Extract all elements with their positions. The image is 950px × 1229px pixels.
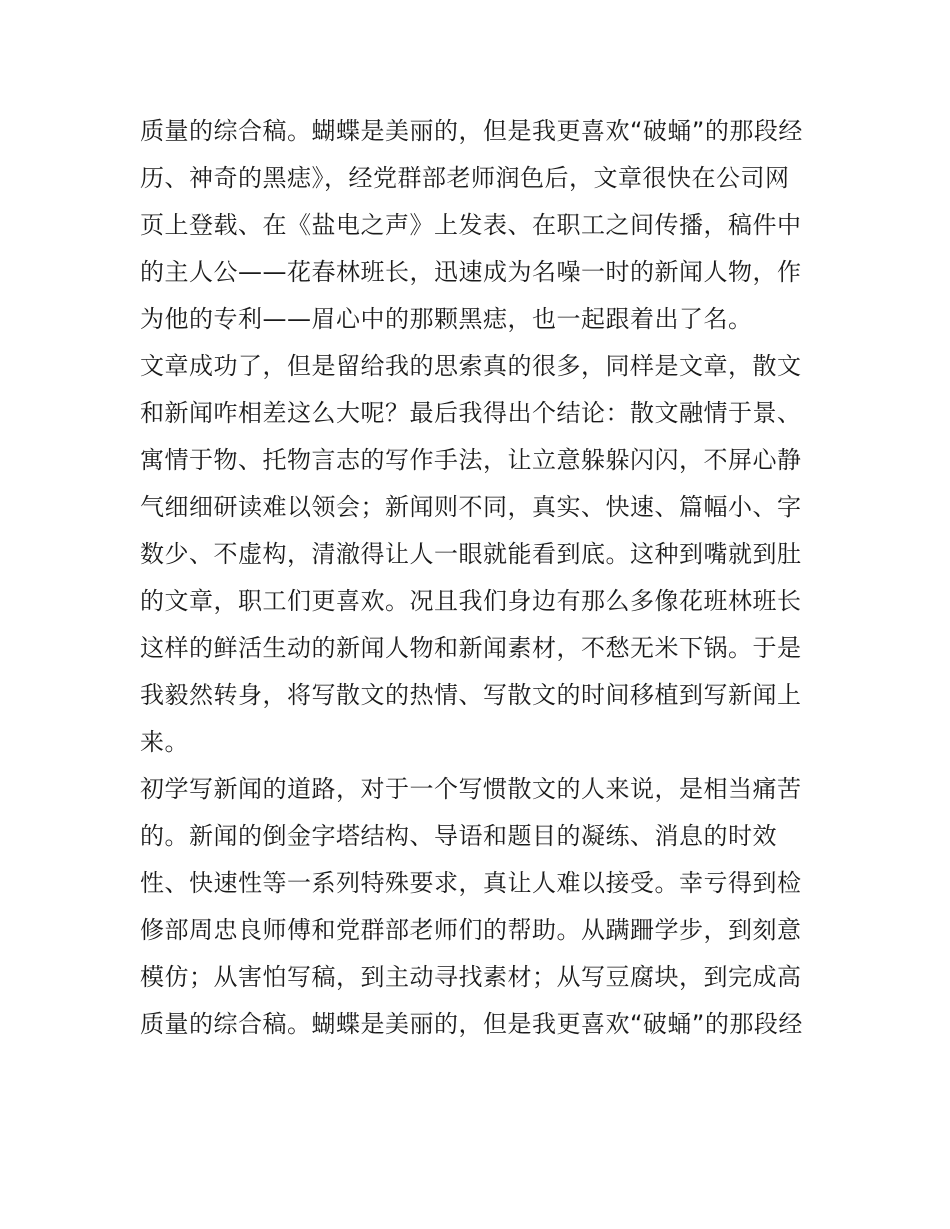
- text-line: 质量的综合稿。蝴蝶是美丽的，但是我更喜欢“破蛹”的那段经: [140, 1010, 803, 1038]
- text-line: 页上登载、在《盐电之声》上发表、在职工之间传播，稿件中: [140, 211, 802, 239]
- document-body: [140, 108, 820, 1048]
- text-line: 和新闻咋相差这么大呢？最后我得出个结论：散文融情于景、: [140, 399, 802, 427]
- text-line: 文章成功了，但是留给我的思索真的很多，同样是文章，散文: [140, 352, 802, 380]
- text-line: 的。新闻的倒金字塔结构、导语和题目的凝练、消息的时效: [140, 822, 777, 850]
- text-line: 的文章，职工们更喜欢。况且我们身边有那么多像花班林班长: [140, 587, 802, 615]
- text-line: 历、神奇的黑痣》，经党群部老师润色后，文章很快在公司网: [140, 164, 790, 192]
- text-line: 质量的综合稿。蝴蝶是美丽的，但是我更喜欢“破蛹”的那段经: [140, 117, 803, 145]
- text-line: 模仿；从害怕写稿，到主动寻找素材；从写豆腐块，到完成高: [140, 963, 802, 991]
- text-line: 我毅然转身，将写散文的热情、写散文的时间移植到写新闻上: [140, 681, 802, 709]
- text-line: 来。: [140, 728, 189, 756]
- text-line: 为他的专利——眉心中的那颗黑痣，也一起跟着出了名。: [140, 305, 753, 333]
- text-line: 修部周忠良师傅和党群部老师们的帮助。从蹒跚学步，到刻意: [140, 916, 802, 944]
- text-line: 初学写新闻的道路，对于一个写惯散文的人来说，是相当痛苦: [140, 775, 802, 803]
- text-line: 气细细研读难以领会；新闻则不同，真实、快速、篇幅小、字: [140, 493, 802, 521]
- text-line: 这样的鲜活生动的新闻人物和新闻素材，不愁无米下锅。于是: [140, 634, 802, 662]
- text-line: 寓情于物、托物言志的写作手法，让立意躲躲闪闪，不屏心静: [140, 446, 802, 474]
- text-line: 的主人公——花春林班长，迅速成为名噪一时的新闻人物，作: [140, 258, 802, 286]
- text-line: 数少、不虚构，清澈得让人一眼就能看到底。这种到嘴就到肚: [140, 540, 802, 568]
- text-line: 性、快速性等一系列特殊要求，真让人难以接受。幸亏得到检: [140, 869, 802, 897]
